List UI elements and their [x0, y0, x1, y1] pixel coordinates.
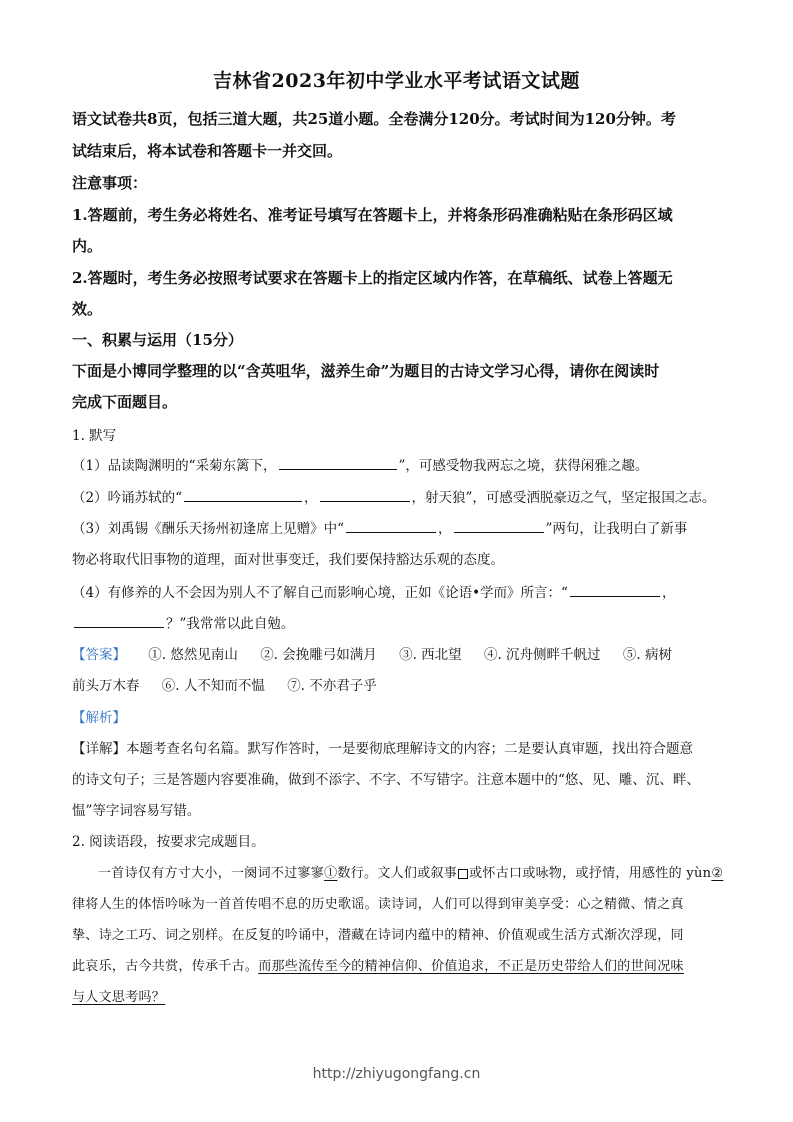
q1-item-3-cont: 物必将取代旧事物的道理，面对世事变迁，我们要保持豁达乐观的态度。 — [72, 552, 504, 568]
lead-line-2: 完成下面题目。 — [72, 393, 178, 411]
detail-line-3: 愠”等字词容易写错。 — [72, 803, 201, 819]
lead-line-1: 下面是小博同学整理的以“含英咀华，滋养生命”为题目的古诗文学习心得，请你在阅读时 — [72, 362, 660, 380]
q1-item-4-cont — [72, 612, 724, 632]
analysis-tag: 【解析】 — [72, 710, 126, 726]
blank-marker-2: ② — [711, 866, 724, 881]
passage-text: 此哀乐，古今共赏，传承千古。 — [72, 959, 259, 974]
passage-text: 数行。文人们或叙事 — [337, 866, 458, 881]
page-title: 吉林省2023年初中学业水平考试语文试题 — [213, 70, 580, 92]
q1-item-3-text-a: （3）刘禹锡《酬乐天扬州初逢席上见赠》中“ — [72, 521, 344, 537]
answer-5-cont: 前头万木春 — [72, 678, 140, 694]
q1-item-4-text-c: ？”我常常以此自勉。 — [166, 616, 295, 632]
q1-item-2-text-b: ， — [304, 490, 318, 506]
question-1-label: 1. 默写 — [72, 428, 117, 444]
answer-line-1 — [72, 643, 724, 663]
q1-item-4-text-b: ， — [661, 585, 676, 601]
passage-line-3: 挚、诗之工巧、词之别样。在反复的吟诵中，潜藏在诗词内蕴中的精神、价值观或生活方式渐次浮现，同 — [72, 928, 684, 943]
answer-blank — [279, 455, 397, 470]
answer-blank — [346, 518, 436, 533]
passage-line-1 — [72, 862, 724, 881]
footer-url[interactable]: http://zhiyugongfang.cn — [312, 1066, 481, 1082]
q1-item-2-text-a: （2）吟诵苏轼的“ — [72, 490, 182, 506]
passage-line-4 — [72, 955, 724, 974]
passage-text: 或怀古口或咏物，或抒情，用感性的 yùn — [469, 866, 712, 881]
notice-1-line-2: 内。 — [72, 237, 103, 255]
q1-item-3-text-b: ， — [438, 521, 452, 537]
answer-5: ⑤. 病树 — [622, 647, 672, 663]
passage-text: 一首诗仅有方寸大小，一阕词不过寥寥 — [98, 866, 325, 881]
notice-1-line-1: 1.答题前，考生务必将姓名、准考证号填写在答题卡上，并将条形码准确粘贴在条形码区域 — [72, 206, 673, 224]
q1-item-1-text-a: （1）品读陶渊明的“采菊东篱下， — [72, 458, 277, 474]
blank-marker-1: ① — [324, 866, 338, 881]
q1-item-3-text-c: ”两句，让我明白了新事 — [545, 521, 688, 537]
passage-line-2: 律将人生的体悟吟咏为一首首传唱不息的历史歌谣。读诗词，人们可以得到审美享受：心之精微、情之真 — [72, 897, 684, 912]
intro-line-1: 语文试卷共8页，包括三道大题，共25道小题。全卷满分120分。考试时间为120分钟。考 — [72, 110, 676, 128]
notice-heading: 注意事项： — [72, 174, 148, 192]
answer-blank — [454, 518, 544, 533]
answer-tag: 【答案】 — [72, 647, 126, 663]
detail-line-2: 的诗文句子；三是答题内容要准确，做到不添字、不字、不写错字。注意本题中的“悠、见、雕、沉、畔、 — [72, 772, 700, 788]
answer-6: ⑥. 人不知而不愠 — [161, 678, 265, 694]
answer-1: ①. 悠然见南山 — [148, 647, 238, 663]
notice-2-line-2: 效。 — [72, 300, 103, 318]
notice-2-line-1: 2.答题时，考生务必按照考试要求在答题卡上的指定区域内作答，在草稿纸、试卷上答题无 — [72, 269, 673, 287]
answer-blank — [184, 487, 302, 502]
intro-line-2: 试结束后，将本试卷和答题卡一并交回。 — [72, 142, 343, 160]
answer-2: ②. 会挽雕弓如满月 — [260, 647, 377, 663]
q1-item-2-text-c: ，射天狼”，可感受洒脱豪迈之气，坚定报国之志。 — [411, 490, 716, 506]
passage-line-5: 与人文思考吗？ — [72, 990, 166, 1005]
q1-item-4-text-a: （4）有修养的人不会因为别人不了解自己而影响心境，正如《论语•学而》所言：“ — [72, 585, 568, 601]
answer-blank — [74, 613, 164, 628]
punctuation-box — [458, 869, 468, 879]
q1-item-3 — [72, 517, 724, 537]
answer-blank — [570, 582, 660, 597]
detail-line-1: 【详解】本题考查名句名篇。默写作答时，一是要彻底理解诗文的内容；二是要认真审题，找出符合题意 — [72, 741, 693, 757]
answer-7: ⑦. 不亦君子乎 — [287, 678, 377, 694]
answer-line-2 — [72, 674, 724, 694]
q1-item-1-text-b: ”，可感受物我两忘之境，获得闲雅之趣。 — [398, 458, 649, 474]
q1-item-1 — [72, 454, 724, 474]
underlined-sentence: 而那些流传至今的精神信仰、价值追求，不正是历史带给人们的世间况味 — [258, 959, 684, 974]
q1-item-2 — [72, 486, 724, 506]
answer-3: ③. 西北望 — [399, 647, 462, 663]
answer-blank — [320, 487, 410, 502]
question-2-label: 2. 阅读语段，按要求完成题目。 — [72, 834, 265, 850]
answer-4: ④. 沉舟侧畔千帆过 — [483, 647, 601, 663]
q1-item-4 — [72, 581, 724, 601]
section-1-heading: 一、积累与运用（15分） — [72, 331, 243, 349]
